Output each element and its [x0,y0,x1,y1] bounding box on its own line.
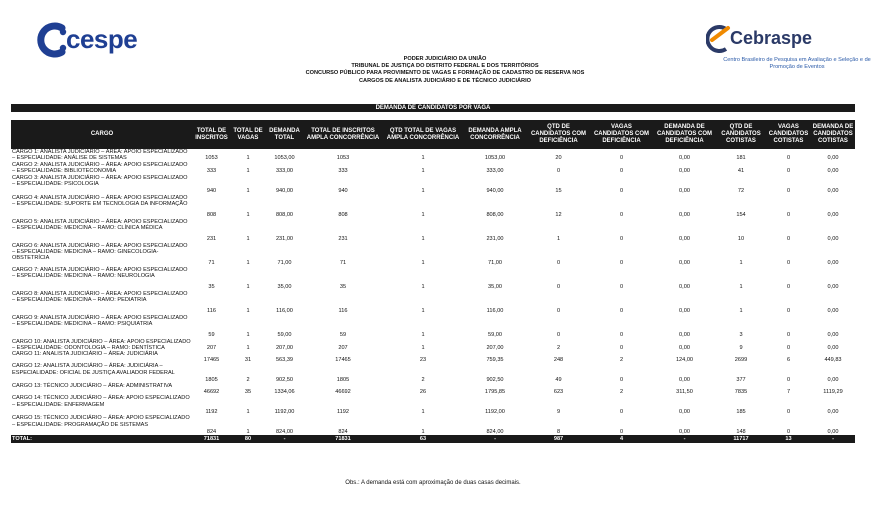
cargo-cell: CARGO 3: ANALISTA JUDICIÁRIO – ÁREA: APOIO ESPECIALIZADO – ESPECIALIDADE: PSICOLOGIA [12,174,188,188]
value-cell: 1192 [205,409,218,416]
value-cell: 2 [421,377,425,384]
value-cell: 0 [786,284,791,291]
value-cell: 116 [338,308,348,315]
value-cell: 0,00 [679,308,690,315]
value-cell: 248 [553,357,564,364]
cargo-cell: CARGO 4: ANALISTA JUDICIÁRIO – ÁREA: APOIO ESPECIALIZADO – ESPECIALIDADE: SUPORTE EM TECNOLOGIA DA INFORMAÇÃO [12,194,188,208]
value-cell: 6 [786,357,791,364]
value-cell: 7835 [734,389,748,396]
value-cell: 1 [421,260,425,267]
value-cell: 1 [421,168,425,175]
table-body [11,149,855,443]
value-cell: 0 [619,284,624,291]
column-header: TOTAL DE INSCRITOS AMPLA CONCORRÊNCIA [303,120,383,149]
table-row [11,339,855,352]
value-cell: 1053 [336,155,350,162]
value-cell: 1 [421,212,425,219]
value-cell: 0,00 [827,377,839,384]
cebraspe-logo-text: Cebraspe [730,28,813,48]
value-cell: 116,00 [486,308,504,315]
value-cell: 0,00 [827,429,839,436]
value-cell: 311,50 [676,389,693,396]
value-cell: 1 [421,284,425,291]
value-cell: 1192 [336,409,350,416]
cebraspe-logo-subtitle: Centro Brasileiro de Pesquisa em Avaliação e Seleção e de Promoção de Eventos [723,57,871,70]
value-cell: 2 [246,377,250,384]
value-cell: 10 [737,236,745,243]
value-cell: 17465 [335,357,351,364]
value-cell: 0 [619,260,624,267]
value-cell: 17465 [203,357,220,364]
value-cell: 1 [246,212,250,219]
value-cell: 49 [555,377,562,384]
column-header: DEMANDA TOTAL [266,120,303,149]
value-cell: 940,00 [275,188,294,195]
table-row [11,415,855,435]
value-cell: 71,00 [277,260,292,267]
value-cell: 0,00 [679,377,690,384]
value-cell: 824 [206,429,217,436]
value-cell: 0,00 [679,345,690,352]
table-row [11,195,855,219]
value-cell: 116,00 [276,308,293,315]
value-cell: 2 [619,357,624,364]
value-cell: 808 [206,212,217,219]
value-cell: 1053 [205,155,218,162]
table-row [11,315,855,339]
value-cell: 0,00 [827,155,839,162]
value-cell: 207 [338,345,348,352]
value-cell: 35 [339,284,347,291]
value-cell: 1 [246,260,250,267]
total-value-cell: 71831 [303,435,383,443]
value-cell: 0 [556,308,561,315]
value-cell: 1 [246,168,250,175]
total-row [11,435,855,443]
value-cell: 1 [739,308,743,315]
value-cell: 0 [786,345,791,352]
demand-table [11,120,855,443]
value-cell: 0,00 [679,284,690,291]
value-cell: 808,00 [486,212,504,219]
value-cell: 377 [736,377,746,384]
value-cell: 0 [619,308,624,315]
total-value-cell: 11717 [716,435,766,443]
table-row [11,383,855,395]
cargo-cell: CARGO 9: ANALISTA JUDICIÁRIO – ÁREA: APOIO ESPECIALIZADO – ESPECIALIDADE: MEDICINA – RAMO: PSIQUIATRIA [12,314,188,328]
value-cell: 0 [786,168,791,175]
value-cell: 0,00 [827,345,839,352]
value-cell: 2 [619,389,624,396]
total-value-cell: 987 [527,435,590,443]
value-cell: 148 [736,429,746,436]
value-cell: 59,00 [277,332,292,339]
value-cell: 1 [246,236,250,243]
value-cell: 1 [246,155,250,162]
header-line-1: PODER JUDICIÁRIO DA UNIÃO [403,56,487,62]
value-cell: 0 [619,168,624,175]
value-cell: 35 [244,389,252,396]
value-cell: 72 [737,188,745,195]
column-header: TOTAL DE VAGAS [230,120,266,149]
value-cell: 1 [246,332,250,339]
value-cell: 824,00 [275,429,294,436]
total-value-cell: - [811,435,855,443]
cargo-cell: CARGO 12: ANALISTA JUDICIÁRIO – ÁREA: JUDICIÁRIA – ESPECIALIDADE: OFICIAL DE JUSTIÇA AVALIADOR FEDERAL [12,363,175,376]
value-cell: 0,00 [827,332,839,339]
value-cell: 1 [246,188,250,195]
value-cell: 0 [556,284,561,291]
value-cell: 1 [246,308,250,315]
value-cell: 0 [556,332,561,339]
value-cell: 231 [338,236,348,243]
value-cell: 0 [786,429,791,436]
value-cell: 185 [736,409,746,416]
value-cell: 759,35 [486,357,504,364]
total-label: TOTAL: [11,435,193,443]
value-cell: 26 [419,389,427,396]
value-cell: 1 [556,236,561,243]
value-cell: 333,00 [275,168,294,175]
value-cell: 0,00 [679,409,690,416]
value-cell: 207,00 [275,345,294,352]
value-cell: 0 [786,332,791,339]
total-value-cell: 13 [766,435,811,443]
column-header: QTD DE CANDIDATOS COTISTAS [716,120,766,149]
value-cell: 449,83 [824,357,842,364]
value-cell: 0 [786,188,791,195]
value-cell: 0 [786,308,791,315]
value-cell: 0,00 [827,168,839,175]
column-header: QTD DE CANDIDATOS COM DEFICIÊNCIA [527,120,590,149]
value-cell: 1 [421,429,425,436]
total-value-cell: 71831 [193,435,230,443]
value-cell: 3 [739,332,743,339]
column-header: CARGO [11,120,193,149]
value-cell: 31 [244,357,252,364]
value-cell: 0 [556,260,561,267]
table-row [11,175,855,195]
value-cell: 2 [556,345,561,352]
document-header [250,56,640,85]
value-cell: 0 [619,188,624,195]
value-cell: 1 [246,284,250,291]
value-cell: 0,00 [827,236,839,243]
cargo-cell: CARGO 10: ANALISTA JUDICIÁRIO – ÁREA: APOIO ESPECIALIZADO – ESPECIALIDADE: ODONTOLOGIA – RAMO: DENTÍSTICA [12,338,191,352]
value-cell: 9 [556,409,561,416]
cargo-cell: CARGO 8: ANALISTA JUDICIÁRIO – ÁREA: APOIO ESPECIALIZADO – ESPECIALIDADE: MEDICINA – RAMO: PEDIATRIA [12,290,188,304]
value-cell: 1053,00 [274,155,295,162]
value-cell: 808 [338,212,348,219]
value-cell: 0 [556,168,561,175]
value-cell: 0,00 [827,284,839,291]
value-cell: 23 [419,357,427,364]
table-row [11,149,855,162]
value-cell: 0 [619,409,624,416]
value-cell: 902,50 [275,377,294,384]
value-cell: 35,00 [277,284,292,291]
column-header: DEMANDA DE CANDIDATOS COTISTAS [811,120,855,149]
value-cell: 1795,85 [484,389,506,396]
value-cell: 940 [206,188,217,195]
value-cell: 207 [206,345,217,352]
value-cell: 0 [786,377,791,384]
value-cell: 1192,00 [274,409,295,416]
value-cell: 1 [421,332,425,339]
value-cell: 563,39 [275,357,294,364]
value-cell: 0 [786,155,791,162]
value-cell: 116 [207,308,216,315]
value-cell: 0 [786,260,791,267]
total-value-cell: 63 [383,435,463,443]
value-cell: 333,00 [486,168,504,175]
value-cell: 15 [555,188,562,195]
value-cell: 1 [421,409,425,416]
value-cell: 0 [786,236,791,243]
value-cell: 0 [619,236,624,243]
value-cell: 808,00 [275,212,294,219]
value-cell: 623 [553,389,564,396]
value-cell: 71 [339,260,347,267]
value-cell: 41 [737,168,745,175]
cargo-cell: CARGO 13: TÉCNICO JUDICIÁRIO – ÁREA: ADMINISTRATIVA [12,383,173,390]
value-cell: 0 [619,212,624,219]
value-cell: 1 [421,308,425,315]
value-cell: 231,00 [275,236,294,243]
value-cell: 333 [206,168,217,175]
value-cell: 0,00 [679,429,690,436]
value-cell: 1805 [336,377,350,384]
value-cell: 0 [619,345,624,352]
value-cell: 1 [421,236,425,243]
column-header: DEMANDA DE CANDIDATOS COM DEFICIÊNCIA [653,120,716,149]
table-row [11,243,855,267]
value-cell: 154 [736,212,746,219]
value-cell: 35 [208,284,215,291]
table-row [11,219,855,243]
cargo-cell: CARGO 1: ANALISTA JUDICIÁRIO – ÁREA: APOIO ESPECIALIZADO – ESPECIALIDADE: ANÁLISE DE SISTEMAS [12,149,188,162]
value-cell: 71 [208,260,215,267]
cebraspe-logo-icon [706,24,732,54]
value-cell: 181 [736,155,746,162]
footnote: Obs.: A demanda está com aproximação de duas casas decimais. [345,480,521,486]
value-cell: 824,00 [486,429,504,436]
header-line-2: TRIBUNAL DE JUSTIÇA DO DISTRITO FEDERAL E DOS TERRITÓRIOS [351,63,539,70]
cespe-logo-text: cespe [66,24,138,54]
value-cell: 0 [619,332,624,339]
value-cell: 7 [786,389,791,396]
value-cell: 0,00 [679,236,690,243]
value-cell: 0 [619,155,624,162]
value-cell: 1053,00 [484,155,506,162]
table-row [11,267,855,291]
cargo-cell: CARGO 5: ANALISTA JUDICIÁRIO – ÁREA: APOIO ESPECIALIZADO – ESPECIALIDADE: MEDICINA – RAMO: CLÍNICA MÉDICA [12,218,188,232]
value-cell: 0 [619,429,624,436]
column-header: QTD TOTAL DE VAGAS AMPLA CONCORRÊNCIA [383,120,463,149]
total-value-cell: - [463,435,527,443]
value-cell: 1 [421,345,425,352]
value-cell: 59 [339,332,347,339]
value-cell: 59,00 [488,332,502,339]
cargo-cell: CARGO 2: ANALISTA JUDICIÁRIO – ÁREA: APOIO ESPECIALIZADO – ESPECIALIDADE: BIBLIOTECONOMIA [12,161,188,175]
value-cell: 0 [619,377,624,384]
value-cell: 207,00 [486,345,504,352]
value-cell: 12 [555,212,562,219]
value-cell: 0,00 [827,409,839,416]
value-cell: 1 [246,409,250,416]
header-line-3: CONCURSO PÚBLICO PARA PROVIMENTO DE VAGAS E FORMAÇÃO DE CADASTRO DE RESERVA NOS [305,70,585,77]
value-cell: 1 [421,155,425,162]
column-header: TOTAL DE INSCRITOS [193,120,230,149]
value-cell: 35,00 [488,284,502,291]
value-cell: 2699 [734,357,748,364]
value-cell: 333 [338,168,348,175]
value-cell: 0,00 [827,188,839,195]
value-cell: 0 [786,409,791,416]
value-cell: 1192,00 [485,409,505,416]
column-header: VAGAS CANDIDATOS COTISTAS [766,120,811,149]
table-row [11,351,855,363]
cargo-cell: CARGO 15: TÉCNICO JUDICIÁRIO – ÁREA: APOIO ESPECIALIZADO – ESPECIALIDADE: PROGRAMAÇÃO DE SISTEMAS [12,415,190,428]
value-cell: 20 [555,155,562,162]
value-cell: 0,00 [827,212,839,219]
value-cell: 940,00 [486,188,504,195]
value-cell: 0,00 [679,212,690,219]
cargo-cell: CARGO 11: ANALISTA JUDICIÁRIO – ÁREA: JUDICIÁRIA [12,351,158,358]
value-cell: 0,00 [679,332,690,339]
value-cell: 8 [556,429,561,436]
value-cell: 0,00 [827,308,839,315]
cargo-cell: CARGO 14: TÉCNICO JUDICIÁRIO – ÁREA: APOIO ESPECIALIZADO – ESPECIALIDADE: ENFERMAGEM [12,395,190,408]
column-header: DEMANDA AMPLA CONCORRÊNCIA [463,120,527,149]
value-cell: 46692 [203,389,220,396]
table-row [11,363,855,383]
value-cell: 0 [786,212,791,219]
column-header: VAGAS CANDIDATOS COM DEFICIÊNCIA [590,120,653,149]
cebraspe-logo [706,24,871,74]
value-cell: 0,00 [679,260,690,267]
value-cell: 0,00 [679,188,690,195]
value-cell: 902,50 [486,377,504,384]
value-cell: 0,00 [679,155,690,162]
value-cell: 124,00 [675,357,694,364]
value-cell: 231 [206,236,217,243]
cespe-logo [36,22,156,62]
value-cell: 1 [246,429,250,436]
total-value-cell: - [266,435,303,443]
table-row [11,395,855,415]
cargo-cell: CARGO 6: ANALISTA JUDICIÁRIO – ÁREA: APOIO ESPECIALIZADO – ESPECIALIDADE: MEDICINA – RAMO: GINECOLOGIA-OBSTETRÍCIA [12,242,188,262]
value-cell: 0,00 [679,168,690,175]
section-title: DEMANDA DE CANDIDATOS POR VAGA [11,104,855,112]
value-cell: 940 [338,188,348,195]
value-cell: 231,00 [486,236,504,243]
value-cell: 1 [739,260,743,267]
value-cell: 1334,06 [274,389,295,396]
cargo-cell: CARGO 7: ANALISTA JUDICIÁRIO – ÁREA: APOIO ESPECIALIZADO – ESPECIALIDADE: MEDICINA – RAMO: NEUROLOGIA [12,266,188,280]
value-cell: 59 [208,332,215,339]
value-cell: 46692 [335,389,351,396]
total-value-cell: - [653,435,716,443]
total-value-cell: 80 [230,435,266,443]
cespe-logo-icon [36,22,70,58]
table-row [11,162,855,175]
table-header-row [11,120,855,149]
value-cell: 1 [421,188,425,195]
value-cell: 1805 [205,377,218,384]
table-row [11,291,855,315]
value-cell: 824 [338,429,348,436]
value-cell: 0,00 [827,260,839,267]
header-line-4: CARGOS DE ANALISTA JUDICIÁRIO E DE TÉCNICO JUDICIÁRIO [359,77,531,84]
value-cell: 1 [246,345,250,352]
value-cell: 1 [739,284,743,291]
total-value-cell: 4 [590,435,653,443]
value-cell: 71,00 [488,260,502,267]
value-cell: 1119,29 [823,389,843,396]
value-cell: 9 [739,345,743,352]
